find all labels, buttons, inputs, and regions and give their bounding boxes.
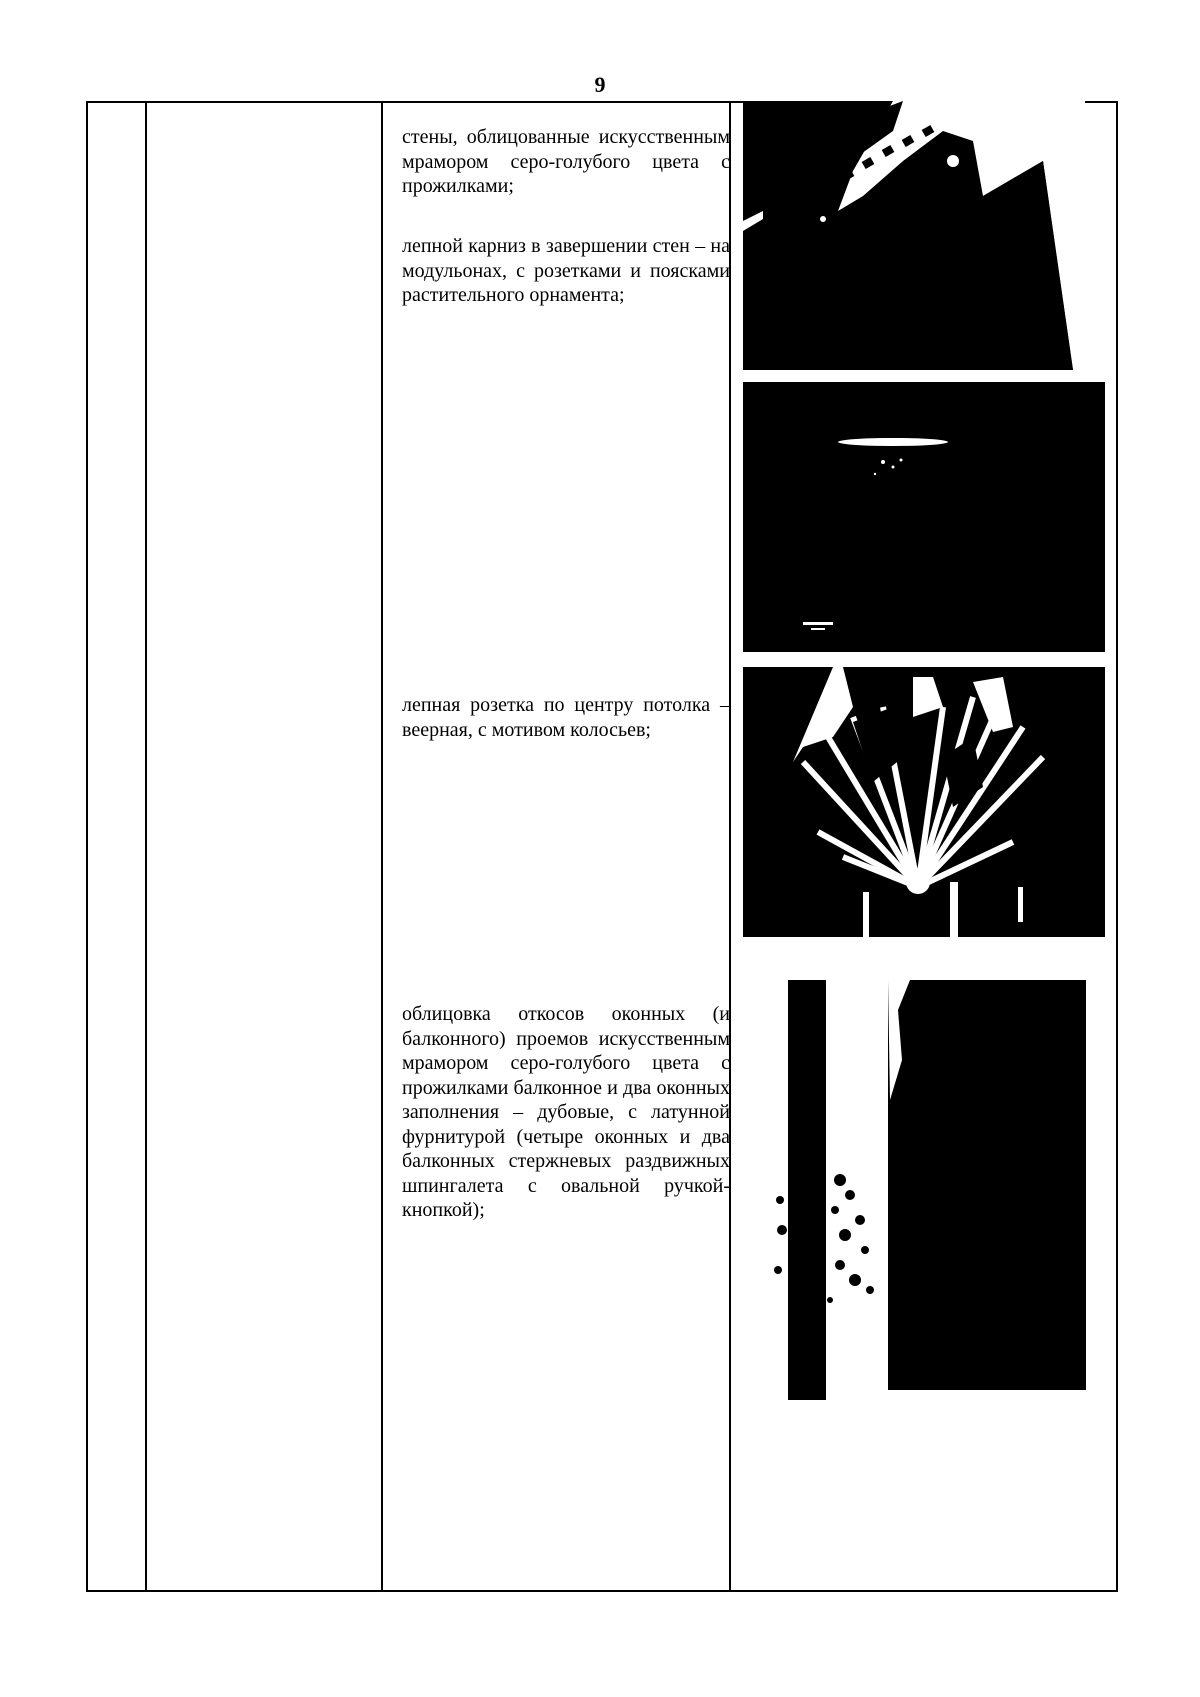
description-window-reveals: облицовка откосов оконных (и балконного) проемов искусственным мрамором серо-голубого цвета с прожилками балконное и два оконных заполнения – дубовые, с латунной фурнитурой (четыре оконных и два балконных стержневых раздвижных шпингалета с овальной ручкой-кнопкой); (402, 1003, 730, 1221)
column-divider-3 (729, 103, 731, 1590)
column-divider-2 (381, 103, 383, 1590)
ceiling-photo (743, 382, 1105, 652)
page-number: 9 (594, 72, 606, 97)
column-divider-1 (145, 103, 147, 1590)
description-walls: стены, облицованные искусственным мрамором серо-голубого цвета с прожилками; (402, 126, 730, 197)
rosette-photo (743, 667, 1105, 937)
description-cornice: лепной карниз в завершении стен – на модульонах, с розетками и поясками растительного орнамента; (402, 235, 730, 306)
cornice-photo (743, 101, 1085, 370)
description-rosette: лепная розетка по центру потолка – веерная, с мотивом колосьев; (402, 694, 730, 741)
window-photo (770, 980, 1086, 1400)
